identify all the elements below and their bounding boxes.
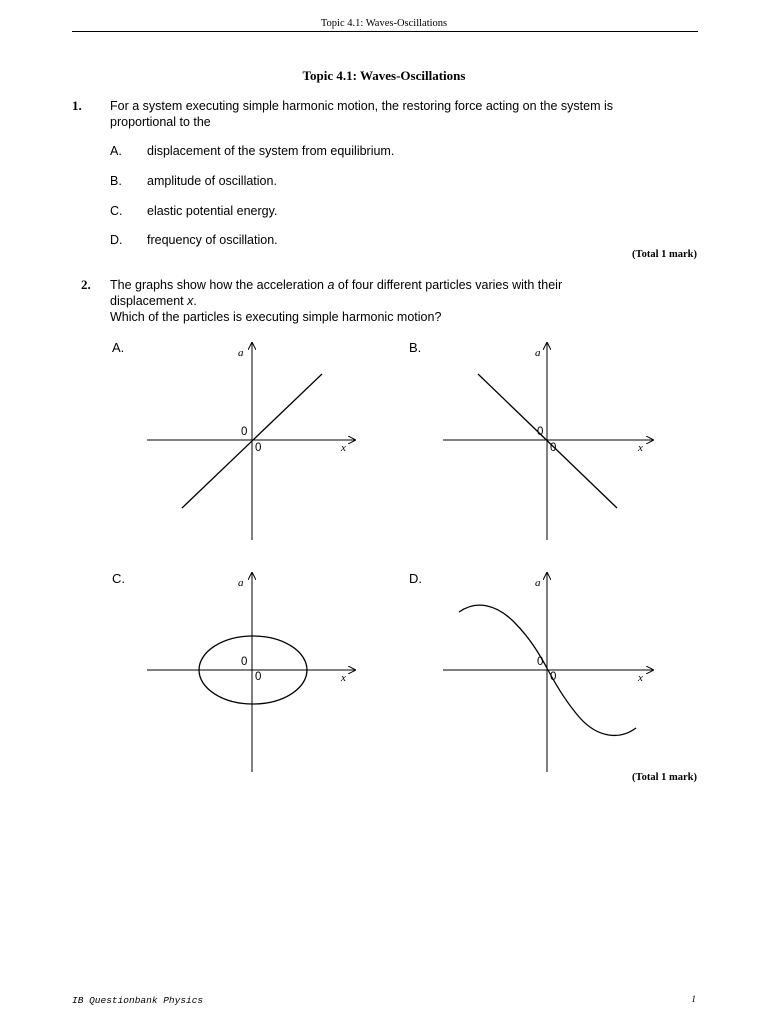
graph-a-y-label: a — [238, 347, 244, 359]
graph-b — [443, 343, 653, 540]
graph-b-x-label: x — [638, 442, 643, 454]
q1-option-c-text: elastic potential energy. — [147, 204, 278, 218]
question-1-number: 1. — [72, 98, 82, 113]
graph-a-origin-label-y: 0 — [241, 426, 248, 438]
q2-var-x: x — [187, 294, 194, 308]
graph-b-origin-label-x: 0 — [550, 442, 557, 454]
graph-d — [443, 573, 653, 772]
q1-option-d-letter: D. — [110, 233, 123, 247]
graph-b-letter: B. — [409, 340, 422, 355]
graph-c-origin-label-y: 0 — [241, 656, 248, 668]
graph-a — [147, 343, 355, 540]
q1-option-b-letter: B. — [110, 174, 122, 188]
graph-d-letter: D. — [409, 571, 422, 586]
graph-b-y-label: a — [535, 347, 541, 359]
q2-var-a: a — [327, 278, 335, 292]
graph-c-origin-label-x: 0 — [255, 671, 262, 683]
question-1-text-line-2: proportional to the — [110, 115, 211, 129]
footer-source: IB Questionbank Physics — [72, 995, 204, 1006]
q1-option-b-text: amplitude of oscillation. — [147, 174, 277, 188]
q2-line1-part-a: The graphs show how the acceleration — [110, 278, 328, 292]
graph-a-origin-label-x: 0 — [255, 442, 262, 454]
question-1-total: (Total 1 mark) — [632, 249, 697, 260]
question-2-text-line-3: Which of the particles is executing simple harmonic motion? — [110, 310, 442, 324]
graph-c-letter: C. — [112, 571, 125, 586]
question-2-number: 2. — [81, 277, 91, 292]
q2-line2-part-a: displacement — [110, 294, 188, 308]
graph-d-x-label: x — [638, 672, 643, 684]
graph-b-origin-label-y: 0 — [537, 426, 544, 438]
footer-page-number: 1 — [691, 995, 696, 1005]
graph-c-y-label: a — [238, 577, 244, 589]
graph-a-x-label: x — [341, 442, 346, 454]
graph-d-y-label: a — [535, 577, 541, 589]
q2-line2-part-b: . — [193, 294, 197, 308]
page-title: Topic 4.1: Waves-Oscillations — [302, 68, 466, 83]
question-1-text-line-1: For a system executing simple harmonic motion, the restoring force acting on the system is — [110, 99, 613, 113]
q1-option-d-text: frequency of oscillation. — [147, 233, 278, 247]
q2-line1-part-b: of four different particles varies with their — [334, 278, 563, 292]
graph-d-origin-label-x: 0 — [550, 671, 557, 683]
q1-option-a-text: displacement of the system from equilibrium. — [147, 144, 395, 158]
graph-d-origin-label-y: 0 — [537, 656, 544, 668]
graph-c-x-label: x — [341, 672, 346, 684]
running-header: Topic 4.1: Waves-Oscillations — [320, 18, 448, 29]
q1-option-a-letter: A. — [110, 144, 122, 158]
question-2-total: (Total 1 mark) — [632, 772, 697, 783]
graph-a-letter: A. — [112, 340, 125, 355]
q1-option-c-letter: C. — [110, 204, 123, 218]
graph-c — [147, 573, 355, 772]
